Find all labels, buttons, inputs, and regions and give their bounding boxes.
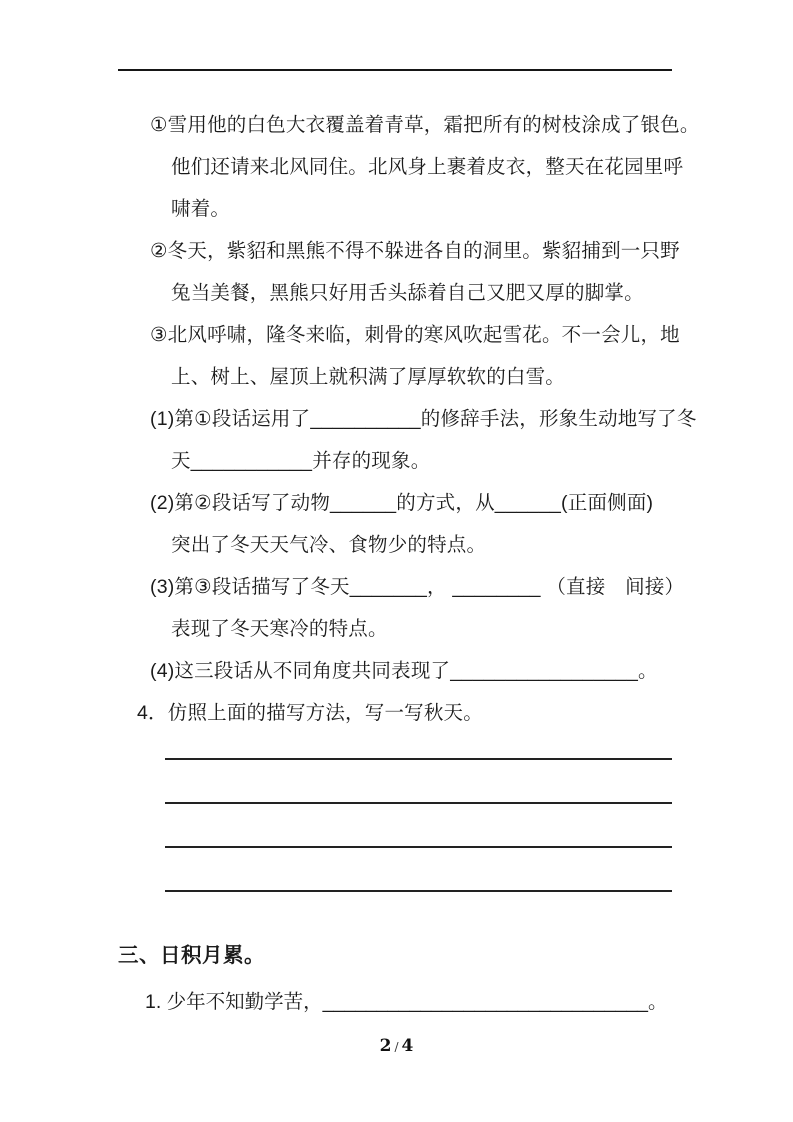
page-number-separator: / — [394, 1040, 399, 1054]
header-rule — [118, 69, 672, 71]
page-number-current: 2 — [379, 1036, 392, 1056]
question-4-line-1: (4)这三段话从不同角度共同表现了_________________。 — [150, 660, 658, 682]
answer-blank-line — [165, 804, 672, 848]
question-2-line-1: (2)第②段话写了动物______的方式，从______(正面侧面) — [150, 492, 654, 514]
answer-blank-line — [165, 848, 672, 892]
section-3-item-1: 1. 少年不知勤学苦，______________________________。 — [145, 991, 668, 1013]
question-2-line-2: 突出了冬天天气冷、食物少的特点。 — [171, 534, 487, 556]
worksheet-body — [0, 104, 793, 734]
passage-2-line-1: ②冬天，紫貂和黑熊不得不躲进各自的洞里。紫貂捕到一只野 — [150, 240, 680, 262]
section-3-heading: 三、日积月累。 — [118, 944, 265, 967]
answer-blank-line — [165, 760, 672, 804]
question-1-line-2: 天___________并存的现象。 — [171, 450, 431, 472]
passage-1-line-2: 他们还请来北风同住。北风身上裹着皮衣，整天在花园里呼 — [171, 156, 684, 178]
question-1-line-1: (1)第①段话运用了__________的修辞手法，形象生动地写了冬 — [150, 408, 697, 430]
page-number-total: 4 — [401, 1036, 414, 1056]
task-4-prompt: 4．仿照上面的描写方法，写一写秋天。 — [137, 702, 483, 724]
passage-3-line-1: ③北风呼啸，隆冬来临，刺骨的寒风吹起雪花。不一会儿，地 — [150, 324, 680, 346]
page-footer — [0, 1031, 793, 1062]
passage-1-line-1: ①雪用他的白色大衣覆盖着青草，霜把所有的树枝涂成了银色。 — [150, 114, 700, 136]
question-3-line-2: 表现了冬天寒冷的特点。 — [171, 618, 388, 640]
question-3-line-1: (3)第③段话描写了冬天_______， ________ （直接 间接） — [150, 576, 685, 598]
passage-1-line-3: 啸着。 — [171, 198, 231, 220]
answer-blank-line — [165, 716, 672, 760]
passage-3-line-2: 上、树上、屋顶上就积满了厚厚软软的白雪。 — [171, 366, 566, 388]
answer-lines-area — [165, 716, 672, 892]
passage-2-line-2: 兔当美餐，黑熊只好用舌头舔着自己又肥又厚的脚掌。 — [171, 282, 644, 304]
